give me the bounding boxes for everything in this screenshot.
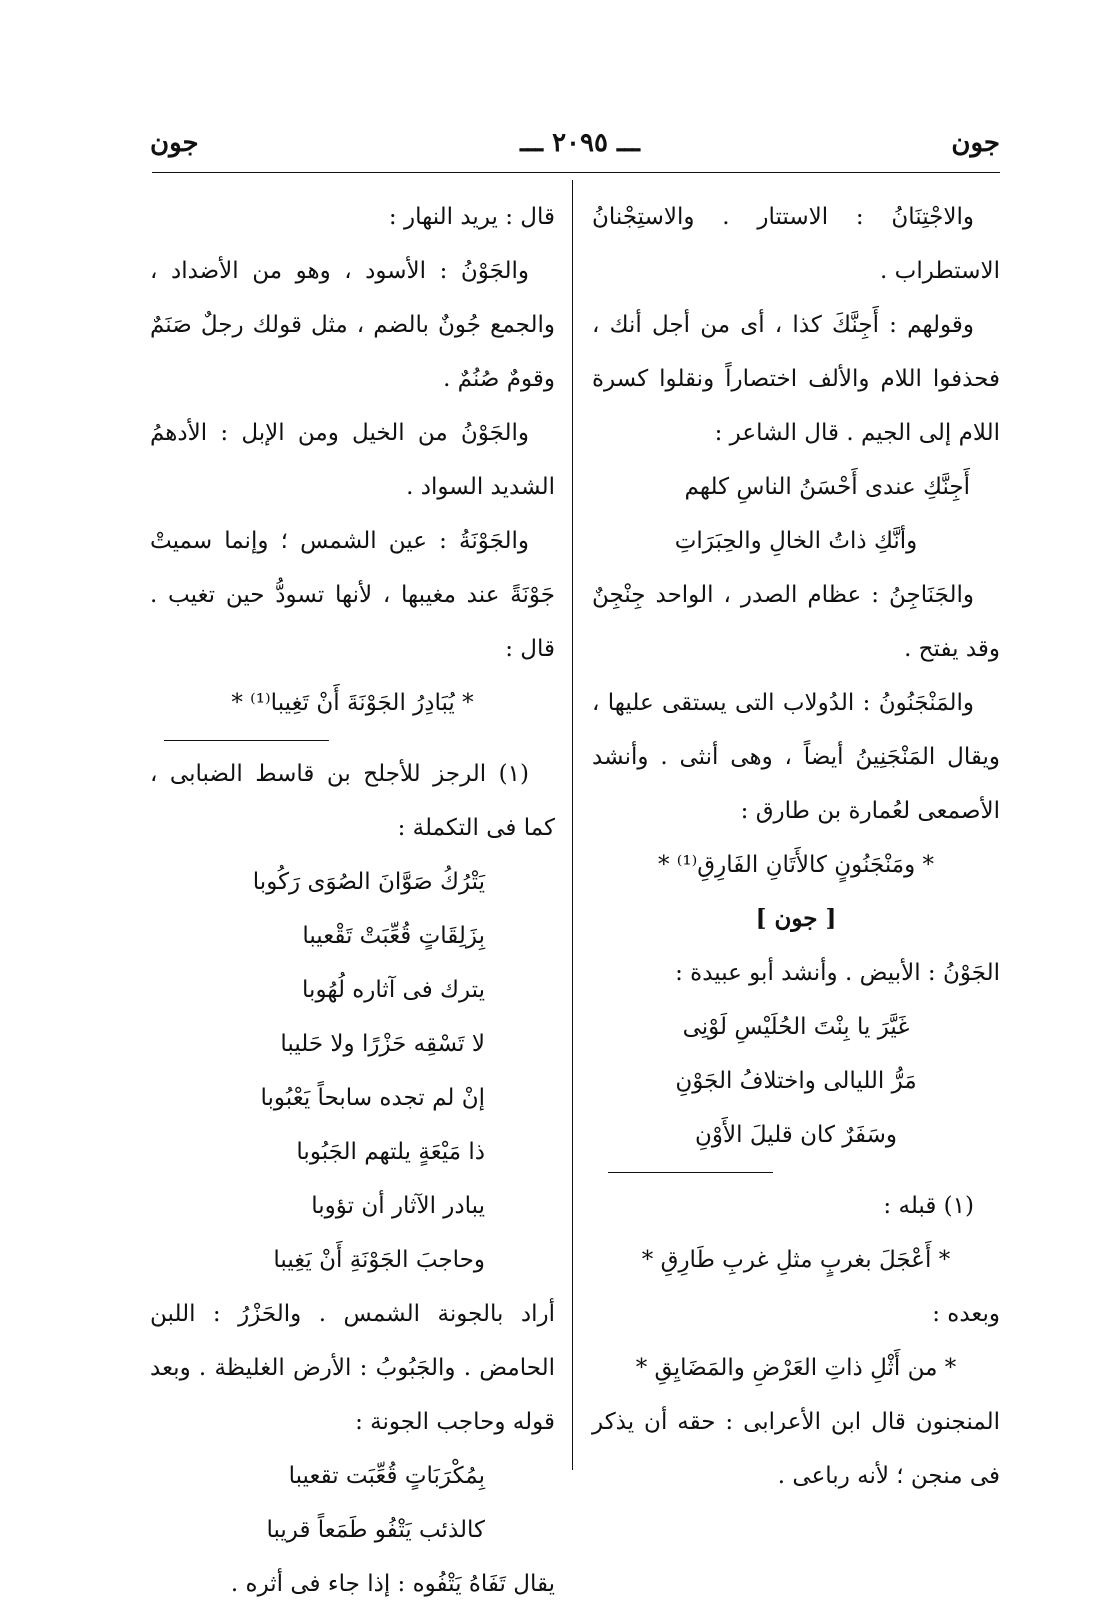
rajaz-line: بِزَلِقَاتٍ قُعِّبَتْ تَقْعيبا	[302, 923, 485, 949]
header-rule	[152, 172, 1000, 173]
rajaz-line: يَتْرُكُ صَوَّانَ الصُوَى رَكُوبا	[252, 869, 485, 895]
page-header	[150, 128, 1000, 168]
section-heading-jawn: [ جون ]	[755, 905, 837, 932]
verse-line: غَيَّرَ يا بِنْتَ الحُلَيْسِ لَوْنِى	[682, 1014, 910, 1040]
footnote: المنجنون قال ابن الأعرابى : حقه أن يذكر فى منجن ؛ لأنه رباعى .	[592, 1409, 1000, 1489]
verse-line: وأنَّكِ ذاتُ الخالِ والحِبَرَاتِ	[674, 528, 918, 554]
footnote: (١) قبله :	[883, 1193, 974, 1219]
rajaz-line: لا تَسْقِه حَزْرًا ولا حَليبا	[280, 1031, 485, 1057]
footnote: أراد بالجونة الشمس . والحَزْرُ : اللبن الحامض . والجَبُوبُ : الأرض الغليظة . وبعد قوله وحاجب الجونة :	[150, 1301, 555, 1435]
verse-line: * يُبَادِرُ الجَوْنَةَ أَنْ تَغِيبا⁽¹⁾ *	[231, 690, 474, 716]
running-head-left: جون	[150, 128, 199, 158]
verse-line: وسَفَرٌ كان قليلَ الأَوْنِ	[695, 1122, 897, 1148]
entry-jawn-white: الجَوْنُ : الأبيض . وأنشد أبو عبيدة :	[675, 960, 1000, 986]
footnote: (١) الرجز للأجلح بن قاسط الضبابى ، كما فى التكملة :	[150, 761, 555, 841]
footnote-rule	[608, 1172, 773, 1173]
entry-jawna: والجَوْنَةُ : عين الشمس ؛ وإنما سميتْ جَوْنَةً عند مغيبها ، لأنها تسودُّ حين تغيب . قال :	[150, 528, 555, 662]
left-column	[150, 190, 555, 1611]
entry-jawn-black: والجَوْنُ : الأسود ، وهو من الأضداد ، والجمع جُونٌ بالضم ، مثل قولك رجلٌ صَنَمٌ وقومٌ صُنُمٌ .	[150, 258, 555, 392]
entry-manjanun: والمَنْجَنُونُ : الدُولاب التى يستقى عليها ، ويقال المَنْجَنِينُ أيضاً ، وهى أنثى . وأنشد الأصمعى لعُمارة بن طارق :	[592, 690, 1000, 824]
entry-janajin: والجَنَاجِنُ : عظام الصدر ، الواحد جِنْجِنٌ وقد يفتح .	[592, 582, 1000, 662]
right-column	[592, 190, 1000, 1503]
footnote-verse: * أَعْجَلَ بغربٍ مثلِ غربِ طَارِقِ *	[641, 1247, 951, 1273]
footnote-rule	[164, 740, 329, 741]
verse-line: * ومَنْجَنُونٍ كالأَتَانِ الفَارِقِ⁽¹⁾ *	[657, 852, 935, 878]
rajaz-line: كالذئب يَتْفُو طَمَعاً قريبا	[266, 1517, 485, 1543]
rajaz-line: إنْ لم تجده سابحاً يَعْبُوبا	[260, 1085, 485, 1111]
rajaz-line: وحاجبَ الجَوْنَةِ أَنْ يَغِيبا	[273, 1247, 485, 1273]
rajaz-line: يبادر الآثار أن تؤوبا	[311, 1193, 485, 1219]
rajaz-line: بِمُكْرَبَاتٍ قُعِّبَت تقعيبا	[288, 1463, 485, 1489]
running-head-right: جون	[951, 128, 1000, 158]
verse-line: مَرُّ الليالى واختلافُ الجَوْنِ	[675, 1068, 917, 1094]
footnote-verse: * من أَثْلِ ذاتِ العَرْضِ والمَضَايِقِ *	[635, 1355, 957, 1381]
rajaz-line: يترك فى آثاره لُهُوبا	[302, 977, 485, 1003]
entry-qala: قال : يريد النهار :	[388, 204, 555, 230]
entry-ijtinan: والاجْتِنَانُ : الاستتار . والاستِجْنانُ الاستطراب .	[592, 204, 1000, 284]
page-number: ـــ ٢٠٩٥ ـــ	[520, 128, 640, 158]
verse-line: أَجِنَّكِ عندى أَحْسَنُ الناسِ كلهم	[684, 474, 970, 500]
entry-ajinnaka: وقولهم : أَجِنَّكَ كذا ، أى من أجل أنك ، فحذفوا اللام والألف اختصاراً ونقلوا كسرة اللام إلى الجيم . قال الشاعر :	[592, 312, 1000, 446]
footnote: وبعده :	[932, 1301, 1000, 1327]
entry-jawn-horse: والجَوْنُ من الخيل ومن الإبل : الأدهمُ الشديد السواد .	[150, 420, 555, 500]
column-divider	[572, 180, 573, 1470]
rajaz-line: ذا مَيْعَةٍ يلتهم الجَبُوبا	[296, 1139, 485, 1165]
footnote: يقال تَفَاهُ يَتْفُوه : إذا جاء فى أثره .	[230, 1571, 555, 1597]
